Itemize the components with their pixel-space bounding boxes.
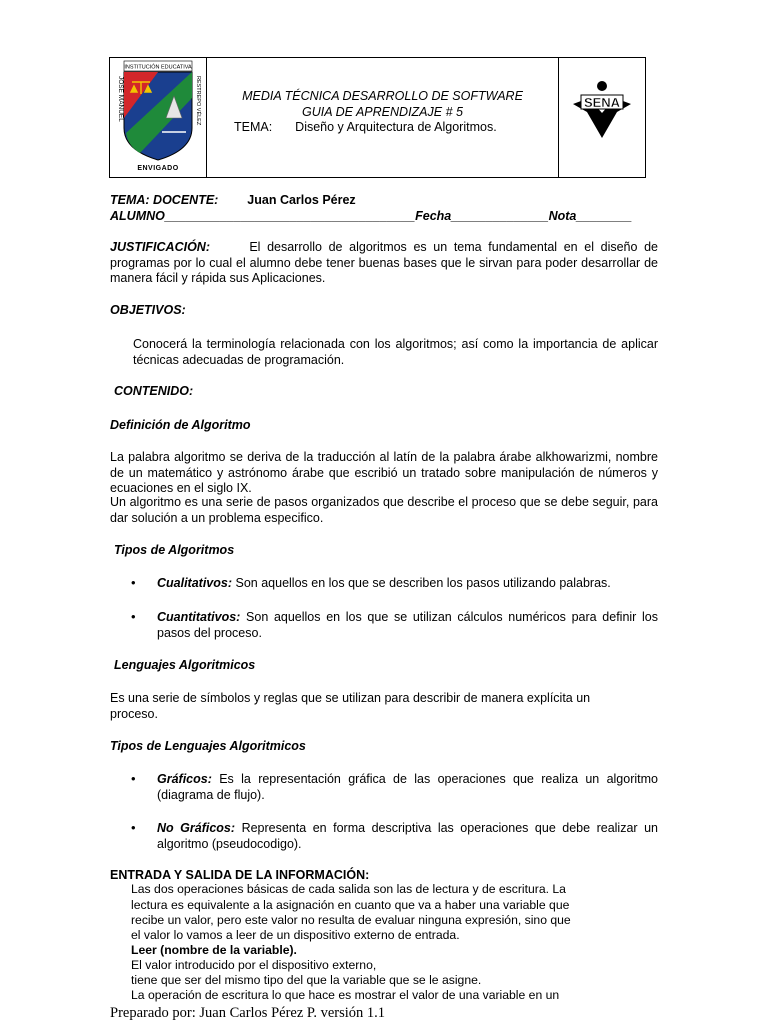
header-tema-value: Diseño y Arquitectura de Algoritmos. bbox=[295, 120, 497, 134]
tipos-lenguajes-item-desc: Es la representación gráfica de las operaciones que realiza un algoritmo (diagrama de flujo). bbox=[157, 772, 658, 802]
bullet-icon: • bbox=[131, 820, 136, 835]
entrada-salida-heading: ENTRADA Y SALIDA DE LA INFORMACIÓN: bbox=[110, 868, 370, 882]
entrada-salida-line: el valor lo vamos a leer de un dispositivo externo de entrada. bbox=[131, 928, 460, 942]
entrada-salida-line: recibe un valor, pero este valor no resulta de evaluar ninguna expresión, sino que bbox=[131, 913, 571, 927]
tipos-lenguajes-item-desc: Representa en forma descriptiva las operaciones que debe realizar un algoritmo (pseudocodigo). bbox=[157, 821, 658, 851]
header-title-line1: MEDIA TÉCNICA DESARROLLO DE SOFTWARE bbox=[242, 89, 523, 103]
header-table bbox=[109, 57, 646, 178]
header-tema-label: TEMA: bbox=[234, 120, 273, 134]
justificacion-text: El desarrollo de algoritmos es un tema fundamental en el diseño de programas por lo cual el alumno debe tener buenas bases que le sirvan para poder desarrollar de manera fácil y rápida sus Aplicaciones. bbox=[110, 240, 658, 285]
bullet-icon: • bbox=[131, 575, 136, 590]
docente-row bbox=[110, 193, 356, 207]
header-tema-row bbox=[234, 119, 497, 135]
header-title-line2: GUIA DE APRENDIZAJE # 5 bbox=[302, 105, 463, 119]
lenguajes-text: Es una serie de símbolos y reglas que se utilizan para describir de manera explícita un proceso. bbox=[110, 691, 591, 721]
objetivos-text: Conocerá la terminología relacionada con los algoritmos; así como la importancia de aplicar técnicas adecuadas de programación. bbox=[133, 337, 658, 367]
tipos-lenguajes-item-no-graficos bbox=[157, 821, 658, 852]
logo-left-text: JOSE MANUEL bbox=[117, 76, 124, 122]
logo-top-text: INSTITUCIÓN EDUCATIVA bbox=[124, 64, 192, 71]
justificacion-paragraph bbox=[110, 240, 658, 287]
justificacion-label: JUSTIFICACIÓN: bbox=[110, 240, 210, 254]
bullet-icon: • bbox=[131, 771, 136, 786]
logo-bottom-text: ENVIGADO bbox=[137, 165, 179, 172]
sena-logo-cell bbox=[558, 58, 645, 177]
tipos-lenguajes-item-graficos bbox=[157, 772, 658, 803]
docente-label: TEMA: DOCENTE: bbox=[110, 193, 219, 207]
entrada-salida-line: La operación de escritura lo que hace es mostrar el valor de una variable en un bbox=[131, 988, 560, 1002]
logo-right-text: RESTREPO VÉLEZ bbox=[195, 76, 201, 126]
lenguajes-heading: Lenguajes Algoritmicos bbox=[114, 658, 256, 672]
tipos-heading: Tipos de Algoritmos bbox=[114, 543, 235, 557]
alumno-line: ALUMNO____________________________________Fecha______________Nota________ bbox=[110, 209, 632, 223]
docente-name: Juan Carlos Pérez bbox=[247, 193, 356, 207]
school-crest-logo bbox=[110, 58, 206, 177]
tipos-item-desc: Son aquellos en los que se utilizan cálculos numéricos para definir los pasos del proceso. bbox=[157, 610, 658, 640]
tipos-item-cualitativos bbox=[157, 576, 658, 592]
tipos-lenguajes-item-term: Gráficos: bbox=[157, 772, 212, 786]
footer-text: Preparado por: Juan Carlos Pérez P. versión 1.1 bbox=[110, 1005, 386, 1021]
definicion-paragraph-1: La palabra algoritmo se deriva de la traducción al latín de la palabra árabe alkhowarizmi, nombre de un matemático y astrónomo árabe que escribió un tratado sobre manipulación de números y ecuaciones en el siglo IX. bbox=[110, 450, 658, 495]
objetivos-heading: OBJETIVOS: bbox=[110, 303, 186, 317]
entrada-salida-line: El valor introducido por el dispositivo externo, bbox=[131, 958, 377, 972]
tipos-item-desc: Son aquellos en los que se describen los pasos utilizando palabras. bbox=[235, 576, 611, 590]
tipos-lenguajes-item-term: No Gráficos: bbox=[157, 821, 236, 835]
tipos-item-term: Cuantitativos: bbox=[157, 610, 241, 624]
leer-label: Leer (nombre de la variable). bbox=[131, 943, 297, 957]
definicion-heading: Definición de Algoritmo bbox=[110, 418, 251, 432]
contenido-heading: CONTENIDO: bbox=[114, 384, 194, 398]
entrada-salida-line: Las dos operaciones básicas de cada salida son las de lectura y de escritura. La bbox=[131, 882, 566, 896]
school-logo-cell bbox=[110, 58, 207, 177]
definicion-paragraph-2: Un algoritmo es una serie de pasos organizados que describe el proceso que se debe seguir, para dar solución a un problema especifico. bbox=[110, 495, 658, 525]
tipos-item-cuantitativos bbox=[157, 610, 658, 641]
bullet-icon: • bbox=[131, 609, 136, 624]
tipos-item-term: Cualitativos: bbox=[157, 576, 233, 590]
sena-logo bbox=[559, 58, 645, 177]
entrada-salida-line: tiene que ser del mismo tipo del que la variable que se le asigne. bbox=[131, 973, 482, 987]
tipos-lenguajes-heading: Tipos de Lenguajes Algoritmicos bbox=[110, 739, 306, 753]
sena-logo-text: SENA bbox=[583, 95, 621, 110]
entrada-salida-line: lectura es equivalente a la asignación en cuanto que va a haber una variable que bbox=[131, 898, 570, 912]
